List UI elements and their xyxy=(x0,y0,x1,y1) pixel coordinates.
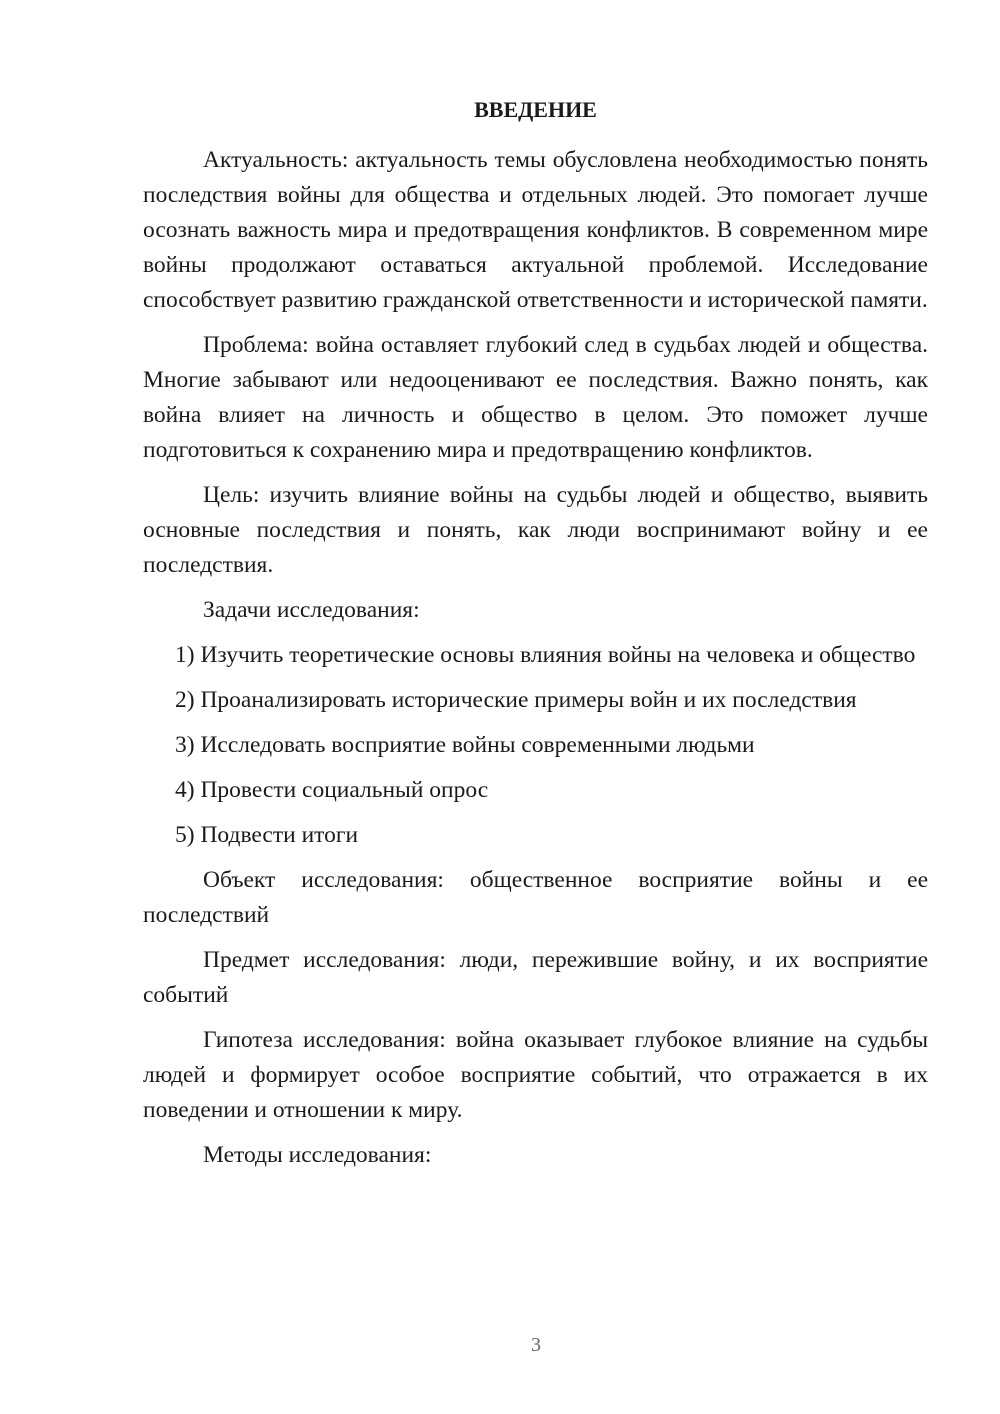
tasks-heading: Задачи исследования: xyxy=(203,597,420,623)
list-item: 4) Провести социальный опрос xyxy=(175,777,489,803)
relevance-paragraph: Актуальность: актуальность темы обусловлена необходимостью понять последствия войны для общества и отдельных людей. Это помогает лучше осознать важность мира и предотвращения конфликтов. В современном мире войны продолжают оставаться актуальной проблемой. Исследование способствует развитию гражданской ответственности и исторической памяти. xyxy=(143,147,928,313)
tasks-list xyxy=(143,638,928,853)
methods-heading: Методы исследования: xyxy=(203,1142,432,1168)
hypothesis-paragraph: Гипотеза исследования: война оказывает глубокое влияние на судьбы людей и формирует особое восприятие событий, что отражается в их поведении и отношении к миру. xyxy=(143,1027,928,1123)
subject-paragraph: Предмет исследования: люди, пережившие войну, и их восприятие событий xyxy=(143,947,928,1008)
page-title: ВВЕДЕНИЕ xyxy=(474,97,597,122)
list-item: 3) Исследовать восприятие войны современными людьми xyxy=(175,732,755,758)
problem-paragraph: Проблема: война оставляет глубокий след в судьбах людей и общества. Многие забывают или недооценивают ее последствия. Важно понять, как война влияет на личность и общество в целом. Это поможет лучше подготовиться к сохранению мира и предотвращению конфликтов. xyxy=(143,332,928,463)
goal-paragraph: Цель: изучить влияние войны на судьбы людей и общество, выявить основные последствия и понять, как люди воспринимают войну и ее последствия. xyxy=(143,482,928,578)
list-item: 2) Проанализировать исторические примеры войн и их последствия xyxy=(175,687,857,713)
document-page xyxy=(143,96,928,1183)
list-item: 5) Подвести итоги xyxy=(175,822,359,848)
list-item: 1) Изучить теоретические основы влияния войны на человека и общество xyxy=(175,642,916,668)
object-paragraph: Объект исследования: общественное восприятие войны и ее последствий xyxy=(143,867,928,928)
page-number: 3 xyxy=(531,1334,541,1356)
